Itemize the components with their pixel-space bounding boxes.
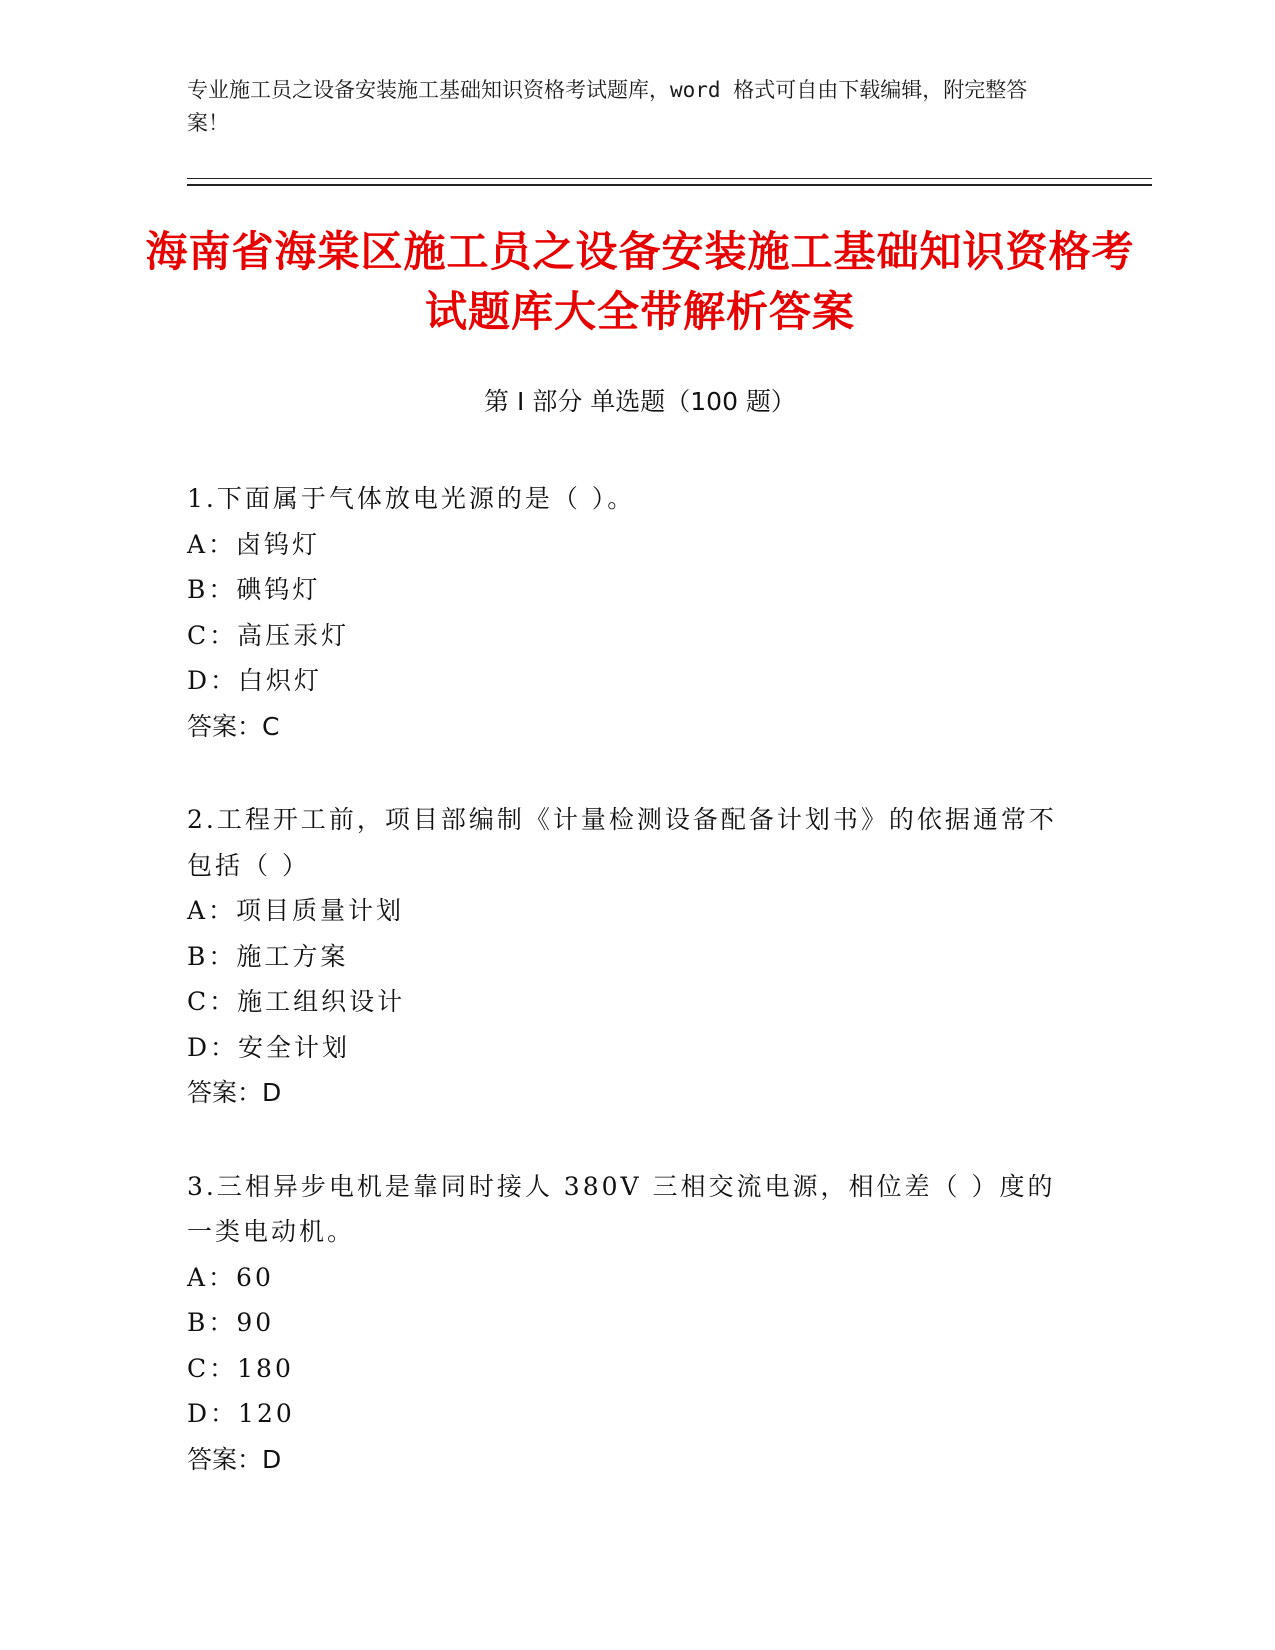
option-a: A：60	[187, 1262, 274, 1292]
option-c: C：施工组织设计	[187, 987, 406, 1016]
header-divider-thin	[187, 178, 1152, 179]
option-d: D：安全计划	[187, 1032, 351, 1062]
option-d: D：白炽灯	[187, 666, 323, 695]
header-divider-thick	[187, 184, 1152, 186]
answer-line: 答案：C	[187, 711, 280, 741]
option-b: B：90	[187, 1308, 275, 1337]
option-c: C：180	[187, 1353, 294, 1383]
option-b: B：施工方案	[187, 941, 349, 971]
question-stem: 1.下面属于气体放电光源的是（ ）。	[187, 484, 636, 513]
answer-line: 答案：D	[187, 1078, 282, 1107]
option-a: A：卤钨灯	[187, 529, 321, 559]
document-title: 海南省海棠区施工员之设备安装施工基础知识资格考试题库大全带解析答案	[145, 227, 1135, 336]
question-2	[187, 797, 1067, 1116]
option-c: C：高压汞灯	[187, 620, 350, 650]
question-3	[187, 1164, 1067, 1483]
question-list	[187, 476, 1067, 1530]
question-stem: 2.工程开工前，项目部编制《计量检测设备配备计划书》的依据通常不包括（ ）	[187, 805, 1057, 880]
section-title: 第 I 部分 单选题（100 题）	[484, 387, 796, 416]
question-stem: 3.三相异步电机是靠同时接人 380V 三相交流电源，相位差（ ）度的一类电动机。	[187, 1171, 1056, 1246]
answer-line: 答案：D	[187, 1444, 282, 1474]
option-a: A：项目质量计划	[187, 896, 405, 925]
option-b: B：碘钨灯	[187, 575, 321, 604]
option-d: D：120	[187, 1399, 295, 1428]
header-note: 专业施工员之设备安装施工基础知识资格考试题库，word 格式可自由下载编辑，附完整答案！	[187, 78, 1028, 135]
question-1	[187, 476, 1067, 749]
